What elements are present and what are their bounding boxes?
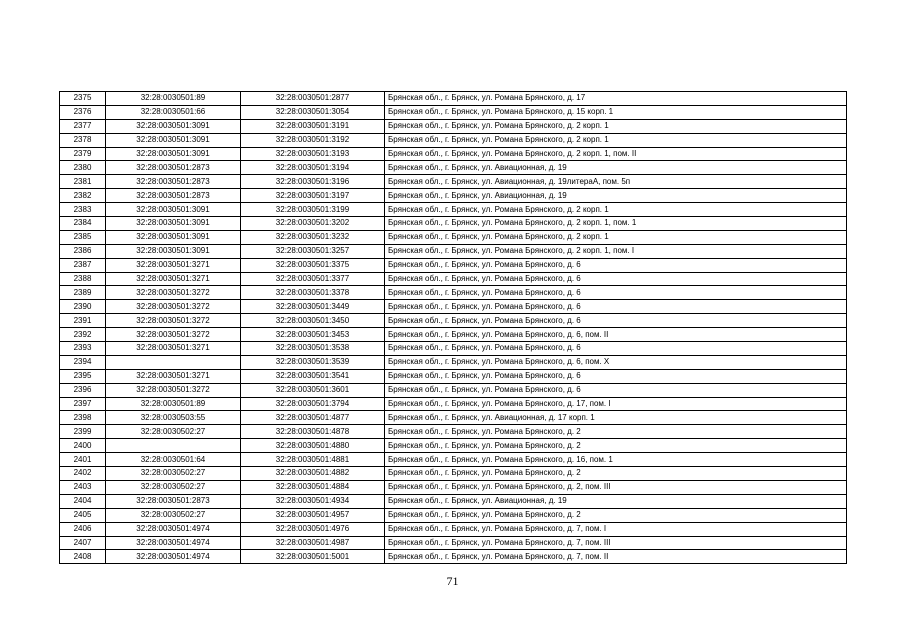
table-row [60,286,847,300]
record-number-cell: 2384 [60,217,106,231]
page-number: 71 [446,574,459,588]
table-row [60,342,847,356]
cadastral-number-cell: 32:28:0030501:3257 [241,244,385,258]
table-row [60,189,847,203]
parent-cadastral-number-cell: 32:28:0030501:89 [106,397,241,411]
address-cell: Брянская обл., г. Брянск, ул. Романа Брянского, д. 2 корп. 1 [385,119,847,133]
record-number-cell: 2397 [60,397,106,411]
record-number-cell: 2385 [60,230,106,244]
parent-cadastral-number-cell: 32:28:0030501:3272 [106,328,241,342]
address-cell: Брянская обл., г. Брянск, ул. Романа Брянского, д. 2 [385,467,847,481]
cadastral-number-cell: 32:28:0030501:3375 [241,258,385,272]
parent-cadastral-number-cell [106,355,241,369]
address-cell: Брянская обл., г. Брянск, ул. Романа Брянского, д. 2 корп. 1 [385,203,847,217]
cadastral-number-cell: 32:28:0030501:4882 [241,467,385,481]
table-row [60,508,847,522]
parent-cadastral-number-cell: 32:28:0030501:89 [106,92,241,106]
cadastral-number-cell: 32:28:0030501:4877 [241,411,385,425]
cadastral-number-cell: 32:28:0030501:4881 [241,453,385,467]
cadastral-number-cell: 32:28:0030501:3193 [241,147,385,161]
parent-cadastral-number-cell: 32:28:0030501:3091 [106,147,241,161]
table-row [60,453,847,467]
address-cell: Брянская обл., г. Брянск, ул. Авиационная, д. 19 [385,189,847,203]
record-number-cell: 2402 [60,467,106,481]
address-cell: Брянская обл., г. Брянск, ул. Романа Брянского, д. 6 [385,314,847,328]
table-row [60,467,847,481]
record-number-cell: 2403 [60,480,106,494]
address-cell: Брянская обл., г. Брянск, ул. Романа Брянского, д. 2 [385,425,847,439]
address-cell: Брянская обл., г. Брянск, ул. Романа Брянского, д. 6, пом. II [385,328,847,342]
record-number-cell: 2392 [60,328,106,342]
record-number-cell: 2380 [60,161,106,175]
record-number-cell: 2406 [60,522,106,536]
address-cell: Брянская обл., г. Брянск, ул. Романа Брянского, д. 6 [385,258,847,272]
record-number-cell: 2389 [60,286,106,300]
parent-cadastral-number-cell: 32:28:0030501:3272 [106,300,241,314]
cadastral-number-cell: 32:28:0030501:3054 [241,105,385,119]
cadastral-number-cell: 32:28:0030501:2877 [241,92,385,106]
parent-cadastral-number-cell: 32:28:0030501:3271 [106,342,241,356]
table-row [60,355,847,369]
cadastral-number-cell: 32:28:0030501:3539 [241,355,385,369]
parent-cadastral-number-cell: 32:28:0030502:27 [106,480,241,494]
register-table-body [60,92,847,564]
address-cell: Брянская обл., г. Брянск, ул. Романа Брянского, д. 6 [385,342,847,356]
parent-cadastral-number-cell: 32:28:0030501:2873 [106,494,241,508]
address-cell: Брянская обл., г. Брянск, ул. Романа Брянского, д. 2 [385,439,847,453]
cadastral-number-cell: 32:28:0030501:3202 [241,217,385,231]
parent-cadastral-number-cell: 32:28:0030501:2873 [106,175,241,189]
address-cell: Брянская обл., г. Брянск, ул. Романа Брянского, д. 2 корп. 1, пом. I [385,244,847,258]
address-cell: Брянская обл., г. Брянск, ул. Авиационная, д. 19литераА, пом. 5п [385,175,847,189]
cadastral-number-cell: 32:28:0030501:3377 [241,272,385,286]
record-number-cell: 2405 [60,508,106,522]
table-row [60,300,847,314]
table-row [60,203,847,217]
record-number-cell: 2390 [60,300,106,314]
parent-cadastral-number-cell: 32:28:0030501:3091 [106,133,241,147]
cadastral-number-cell: 32:28:0030501:3453 [241,328,385,342]
table-row [60,272,847,286]
cadastral-number-cell: 32:28:0030501:3194 [241,161,385,175]
address-cell: Брянская обл., г. Брянск, ул. Романа Брянского, д. 6 [385,369,847,383]
table-row [60,439,847,453]
parent-cadastral-number-cell: 32:28:0030501:3091 [106,244,241,258]
table-row [60,411,847,425]
cadastral-number-cell: 32:28:0030501:3794 [241,397,385,411]
cadastral-number-cell: 32:28:0030501:3449 [241,300,385,314]
record-number-cell: 2408 [60,550,106,564]
parent-cadastral-number-cell: 32:28:0030501:3091 [106,119,241,133]
record-number-cell: 2375 [60,92,106,106]
address-cell: Брянская обл., г. Брянск, ул. Романа Брянского, д. 2 корп. 1, пом. 1 [385,217,847,231]
record-number-cell: 2376 [60,105,106,119]
cadastral-number-cell: 32:28:0030501:4957 [241,508,385,522]
address-cell: Брянская обл., г. Брянск, ул. Романа Брянского, д. 7, пом. I [385,522,847,536]
parent-cadastral-number-cell: 32:28:0030501:2873 [106,161,241,175]
address-cell: Брянская обл., г. Брянск, ул. Авиационная, д. 19 [385,161,847,175]
parent-cadastral-number-cell: 32:28:0030502:27 [106,467,241,481]
cadastral-number-cell: 32:28:0030501:5001 [241,550,385,564]
address-cell: Брянская обл., г. Брянск, ул. Авиационная, д. 19 [385,494,847,508]
record-number-cell: 2377 [60,119,106,133]
table-row [60,244,847,258]
address-cell: Брянская обл., г. Брянск, ул. Романа Брянского, д. 2, пом. III [385,480,847,494]
record-number-cell: 2388 [60,272,106,286]
table-row [60,258,847,272]
record-number-cell: 2382 [60,189,106,203]
record-number-cell: 2381 [60,175,106,189]
parent-cadastral-number-cell: 32:28:0030501:4974 [106,536,241,550]
cadastral-number-cell: 32:28:0030501:3232 [241,230,385,244]
record-number-cell: 2393 [60,342,106,356]
address-cell: Брянская обл., г. Брянск, ул. Романа Брянского, д. 2 корп. 1 [385,230,847,244]
parent-cadastral-number-cell: 32:28:0030501:3091 [106,217,241,231]
address-cell: Брянская обл., г. Брянск, ул. Романа Брянского, д. 15 корп. 1 [385,105,847,119]
parent-cadastral-number-cell: 32:28:0030501:3272 [106,383,241,397]
address-cell: Брянская обл., г. Брянск, ул. Романа Брянского, д. 7, пом. III [385,536,847,550]
table-row [60,550,847,564]
record-number-cell: 2378 [60,133,106,147]
table-row [60,369,847,383]
cadastral-number-cell: 32:28:0030501:4987 [241,536,385,550]
record-number-cell: 2387 [60,258,106,272]
record-number-cell: 2400 [60,439,106,453]
address-cell: Брянская обл., г. Брянск, ул. Романа Брянского, д. 6, пом. X [385,355,847,369]
cadastral-number-cell: 32:28:0030501:3541 [241,369,385,383]
table-row [60,425,847,439]
table-row [60,217,847,231]
address-cell: Брянская обл., г. Брянск, ул. Романа Брянского, д. 16, пом. 1 [385,453,847,467]
cadastral-number-cell: 32:28:0030501:3191 [241,119,385,133]
parent-cadastral-number-cell: 32:28:0030501:3271 [106,272,241,286]
address-cell: Брянская обл., г. Брянск, ул. Романа Брянского, д. 6 [385,383,847,397]
address-cell: Брянская обл., г. Брянск, ул. Романа Брянского, д. 2 корп. 1, пом. II [385,147,847,161]
parent-cadastral-number-cell: 32:28:0030501:3272 [106,286,241,300]
parent-cadastral-number-cell: 32:28:0030502:27 [106,425,241,439]
record-number-cell: 2401 [60,453,106,467]
record-number-cell: 2391 [60,314,106,328]
parent-cadastral-number-cell: 32:28:0030501:64 [106,453,241,467]
cadastral-number-cell: 32:28:0030501:3601 [241,383,385,397]
record-number-cell: 2386 [60,244,106,258]
parent-cadastral-number-cell: 32:28:0030501:3271 [106,369,241,383]
table-row [60,536,847,550]
parent-cadastral-number-cell [106,439,241,453]
table-row [60,161,847,175]
parent-cadastral-number-cell: 32:28:0030501:4974 [106,550,241,564]
cadastral-number-cell: 32:28:0030501:4884 [241,480,385,494]
address-cell: Брянская обл., г. Брянск, ул. Романа Брянского, д. 6 [385,300,847,314]
record-number-cell: 2404 [60,494,106,508]
record-number-cell: 2394 [60,355,106,369]
cadastral-number-cell: 32:28:0030501:3450 [241,314,385,328]
table-row [60,397,847,411]
parent-cadastral-number-cell: 32:28:0030501:3091 [106,203,241,217]
cadastral-number-cell: 32:28:0030501:3538 [241,342,385,356]
table-row [60,175,847,189]
table-row [60,480,847,494]
cadastral-number-cell: 32:28:0030501:4878 [241,425,385,439]
cadastral-number-cell: 32:28:0030501:3378 [241,286,385,300]
parent-cadastral-number-cell: 32:28:0030501:2873 [106,189,241,203]
record-number-cell: 2407 [60,536,106,550]
table-row [60,105,847,119]
address-cell: Брянская обл., г. Брянск, ул. Романа Брянского, д. 6 [385,272,847,286]
record-number-cell: 2395 [60,369,106,383]
cadastral-number-cell: 32:28:0030501:4976 [241,522,385,536]
parent-cadastral-number-cell: 32:28:0030501:4974 [106,522,241,536]
table-row [60,147,847,161]
address-cell: Брянская обл., г. Брянск, ул. Романа Брянского, д. 17, пом. I [385,397,847,411]
table-row [60,119,847,133]
record-number-cell: 2379 [60,147,106,161]
table-row [60,133,847,147]
record-number-cell: 2396 [60,383,106,397]
register-table [59,91,847,564]
table-row [60,522,847,536]
table-row [60,494,847,508]
address-cell: Брянская обл., г. Брянск, ул. Романа Брянского, д. 7, пом. II [385,550,847,564]
parent-cadastral-number-cell: 32:28:0030501:3091 [106,230,241,244]
table-row [60,92,847,106]
cadastral-number-cell: 32:28:0030501:3192 [241,133,385,147]
table-row [60,328,847,342]
parent-cadastral-number-cell: 32:28:0030501:66 [106,105,241,119]
address-cell: Брянская обл., г. Брянск, ул. Романа Брянского, д. 6 [385,286,847,300]
record-number-cell: 2398 [60,411,106,425]
address-cell: Брянская обл., г. Брянск, ул. Авиационная, д. 17 корп. 1 [385,411,847,425]
address-cell: Брянская обл., г. Брянск, ул. Романа Брянского, д. 17 [385,92,847,106]
address-cell: Брянская обл., г. Брянск, ул. Романа Брянского, д. 2 [385,508,847,522]
cadastral-number-cell: 32:28:0030501:4934 [241,494,385,508]
parent-cadastral-number-cell: 32:28:0030503:55 [106,411,241,425]
table-row [60,230,847,244]
address-cell: Брянская обл., г. Брянск, ул. Романа Брянского, д. 2 корп. 1 [385,133,847,147]
parent-cadastral-number-cell: 32:28:0030501:3272 [106,314,241,328]
parent-cadastral-number-cell: 32:28:0030502:27 [106,508,241,522]
table-row [60,314,847,328]
record-number-cell: 2399 [60,425,106,439]
record-number-cell: 2383 [60,203,106,217]
cadastral-number-cell: 32:28:0030501:3196 [241,175,385,189]
cadastral-number-cell: 32:28:0030501:4880 [241,439,385,453]
cadastral-number-cell: 32:28:0030501:3197 [241,189,385,203]
table-row [60,383,847,397]
cadastral-number-cell: 32:28:0030501:3199 [241,203,385,217]
parent-cadastral-number-cell: 32:28:0030501:3271 [106,258,241,272]
